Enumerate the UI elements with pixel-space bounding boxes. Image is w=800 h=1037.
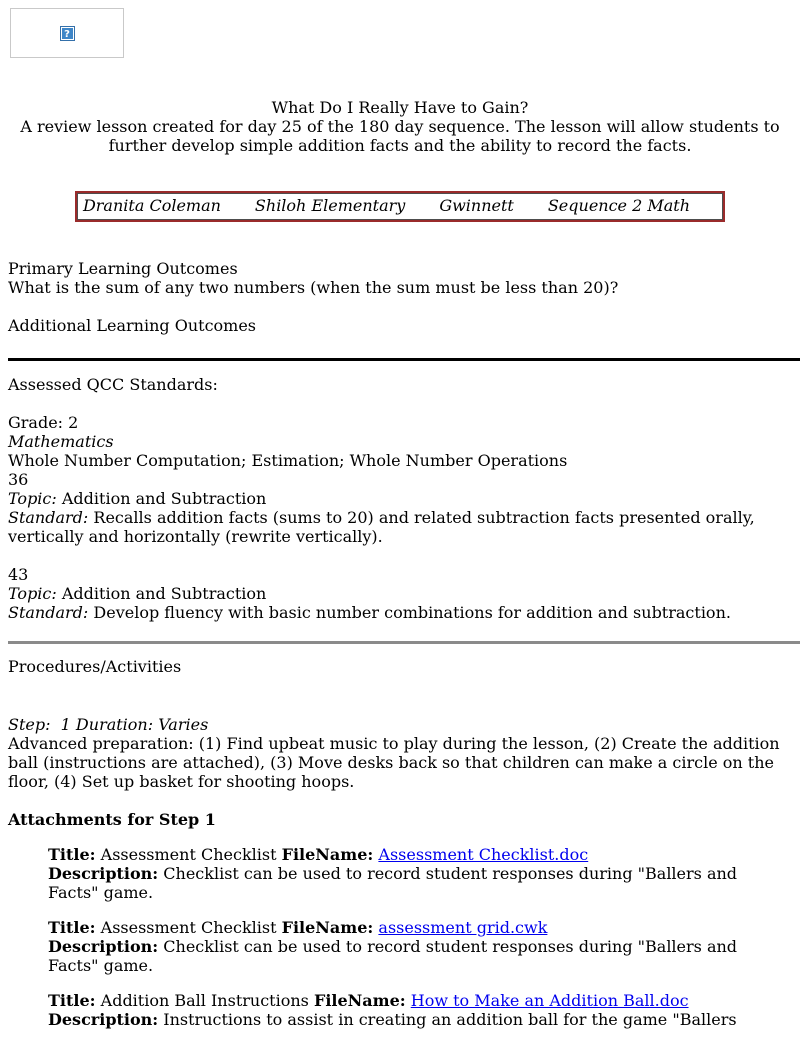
- section-divider-top: [8, 358, 800, 361]
- filename-label: FileName:: [281, 845, 374, 864]
- subject-line: Mathematics: [8, 432, 114, 451]
- attachment-title: Assessment Checklist: [100, 845, 277, 864]
- author-info-table: [75, 191, 725, 222]
- topic-value: Addition and Subtraction: [61, 584, 267, 603]
- step-description: Advanced preparation: (1) Find upbeat music to play during the lesson, (2) Create the addition ball (instructions are attached), (3) Move desks back so that children can make a circle on the floor, (4) Set up basket for shooting hoops.: [8, 734, 780, 791]
- attachment-description: [48, 1010, 792, 1029]
- additional-outcomes-label: Additional Learning Outcomes: [8, 316, 257, 335]
- attachment-item: [48, 918, 792, 975]
- grade-line: Grade: 2: [8, 413, 79, 432]
- filename-label: FileName:: [313, 991, 406, 1010]
- author-info-row: [77, 193, 723, 220]
- page-subtitle: A review lesson created for day 25 of the 180 day sequence. The lesson will allow students to further develop simple addition facts and the ability to record the facts.: [20, 117, 780, 155]
- strand-line: Whole Number Computation; Estimation; Whole Number Operations: [8, 451, 568, 470]
- description-text: Checklist can be used to record student responses during "Ballers and Facts" game.: [48, 937, 738, 975]
- page-title: What Do I Really Have to Gain?: [271, 98, 529, 117]
- attachment-title: Assessment Checklist: [100, 918, 277, 937]
- outcomes-section: [8, 259, 792, 335]
- standard-text-line: [8, 508, 792, 546]
- attachment-description: [48, 864, 792, 902]
- topic-value: Addition and Subtraction: [61, 489, 267, 508]
- attachment-file-link[interactable]: assessment grid.cwk: [378, 918, 548, 937]
- description-label: Description:: [48, 937, 159, 956]
- attachment-file-link[interactable]: How to Make an Addition Ball.doc: [410, 991, 689, 1010]
- primary-outcomes-text: What is the sum of any two numbers (when the sum must be less than 20)?: [8, 278, 619, 297]
- standards-section: [8, 375, 792, 622]
- title-label: Title:: [48, 918, 96, 937]
- blank-line: [8, 546, 792, 565]
- lesson-header: [8, 98, 792, 155]
- attachment-file-link[interactable]: Assessment Checklist.doc: [378, 845, 589, 864]
- topic-label: Topic:: [8, 584, 57, 603]
- course-name: Sequence 2 Math: [547, 196, 691, 215]
- school-name: Shiloh Elementary: [254, 196, 406, 215]
- attachments-list: [48, 845, 792, 1029]
- attachment-item: [48, 845, 792, 902]
- attachments-heading: Attachments for Step 1: [8, 810, 216, 829]
- section-divider-bottom: [8, 641, 800, 644]
- standard-number: 43: [8, 565, 29, 584]
- filename-label: FileName:: [281, 918, 374, 937]
- title-label: Title:: [48, 991, 96, 1010]
- standard-topic-line: [8, 584, 792, 603]
- standard-label: Standard:: [8, 508, 89, 527]
- standard-value: Recalls addition facts (sums to 20) and related subtraction facts presented orally, vertically and horizontally (rewrite vertically).: [8, 508, 755, 546]
- primary-outcomes-label: Primary Learning Outcomes: [8, 259, 238, 278]
- attachment-title: Addition Ball Instructions: [100, 991, 309, 1010]
- description-label: Description:: [48, 864, 159, 883]
- broken-image-icon: ?: [60, 26, 75, 41]
- description-label: Description:: [48, 1010, 159, 1029]
- standard-label: Standard:: [8, 603, 89, 622]
- attachment-description: [48, 937, 792, 975]
- procedures-heading: Procedures/Activities: [8, 657, 182, 676]
- blank-line: [8, 394, 792, 413]
- author-name: Dranita Coleman: [82, 196, 221, 215]
- blank-line: [8, 297, 792, 316]
- description-text: Checklist can be used to record student responses during "Ballers and Facts" game.: [48, 864, 738, 902]
- attachment-title-line: [48, 991, 792, 1010]
- standard-text-line: [8, 603, 792, 622]
- attachment-title-line: [48, 845, 792, 864]
- standard-value: Develop fluency with basic number combinations for addition and subtraction.: [93, 603, 731, 622]
- description-text: Instructions to assist in creating an addition ball for the game "Ballers: [163, 1010, 737, 1029]
- standard-number: 36: [8, 470, 29, 489]
- step-duration-line: Step: 1 Duration: Varies: [8, 715, 209, 734]
- district-name: Gwinnett: [439, 196, 514, 215]
- title-label: Title:: [48, 845, 96, 864]
- broken-image-placeholder: [10, 8, 124, 58]
- standards-heading: Assessed QCC Standards:: [8, 375, 218, 394]
- topic-label: Topic:: [8, 489, 57, 508]
- attachment-title-line: [48, 918, 792, 937]
- attachment-item: [48, 991, 792, 1029]
- standard-topic-line: [8, 489, 792, 508]
